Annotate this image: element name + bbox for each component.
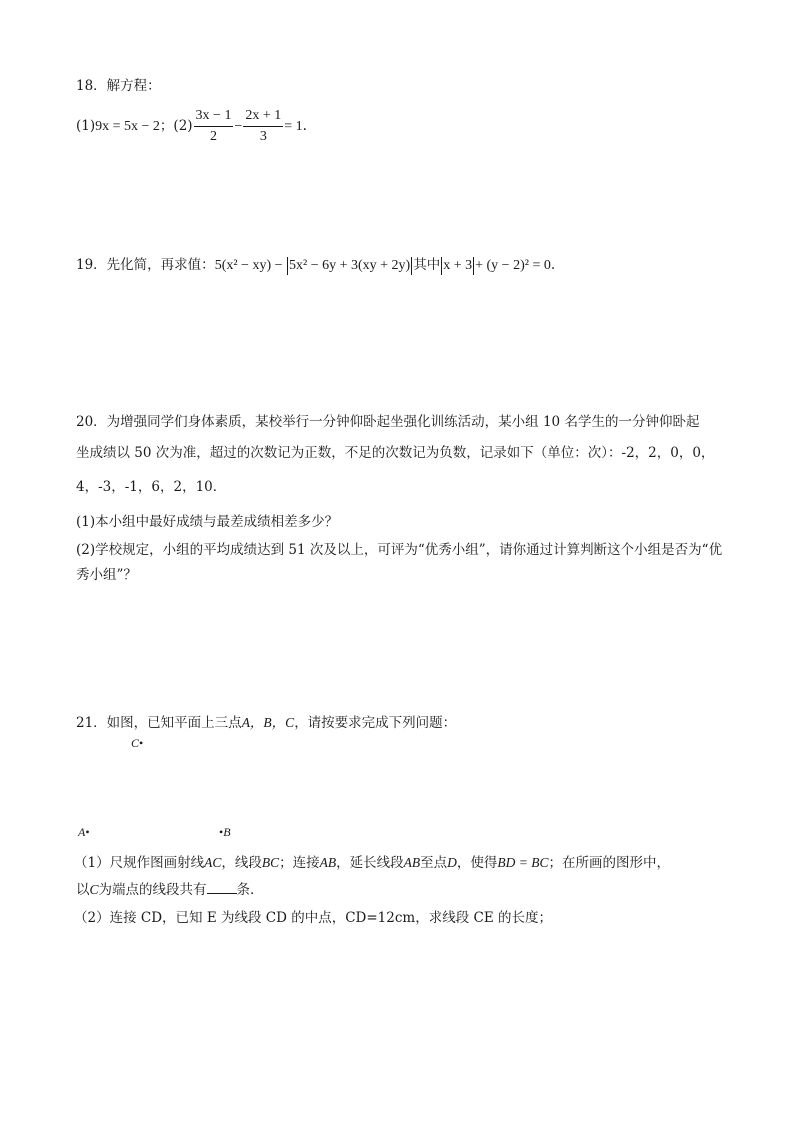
sub1-line2-b: 为端点的线段共有 [98, 882, 207, 898]
question-21-title [76, 711, 456, 731]
condition-label: 其中 [413, 257, 441, 273]
point-b-label: B [223, 825, 231, 839]
separator: ； [159, 118, 174, 134]
sub1-text-a: （1）尺规作图 [74, 855, 164, 871]
points-list: A，B，C [241, 715, 295, 730]
fraction-1 [194, 108, 234, 145]
expression-part-b: 5x² − 6y + 3(xy + 2y) [289, 258, 411, 273]
point-b [219, 825, 231, 840]
sub1-text-f: 至点 [420, 855, 448, 871]
fraction-2-denominator: 3 [259, 129, 267, 144]
fraction-1-numerator: 3x − 1 [194, 108, 234, 127]
sub1-line2-a: 以 [76, 882, 90, 898]
question-21-sub-1-line-1 [74, 851, 670, 871]
question-20-line-1: 20．为增强同学们身体素质，某校举行一分钟仰卧起坐强化训练活动，某小组 10 名学生的一分钟仰卧起 [76, 414, 700, 430]
question-20-line-3: 4，-3，-1，6，2，10． [76, 479, 227, 495]
equation-1: 9x = 5x − 2 [95, 119, 160, 134]
condition-abs: x + 3 [443, 258, 473, 273]
bd-equals-bc: BD = BC [497, 855, 549, 870]
sub1-text-c: ，线段 [221, 855, 262, 871]
question-18-title: 18．解方程： [76, 78, 161, 94]
ray-ac: AC [204, 855, 222, 870]
point-c [131, 736, 143, 751]
part-2-label: (2) [173, 118, 193, 134]
sub1-line2-c: 条． [236, 882, 264, 898]
sub1-text-b: 画射线 [163, 855, 205, 871]
sub1-text-e: ，延长线段 [336, 855, 404, 871]
point-a-dot: • [85, 825, 90, 839]
minus-sign: − [234, 119, 243, 134]
sub1-text-g: ，使得 [456, 855, 498, 871]
segment-ab: AB [319, 855, 337, 870]
fraction-2 [243, 108, 283, 145]
question-21-sub-1-line-2 [76, 878, 264, 898]
end-period: . [550, 257, 556, 273]
part-1-label: (1) [76, 118, 96, 134]
question-20-sub-2-line-1: (2)学校规定，小组的平均成绩达到 51 次及以上，可评为“优秀小组”，请你通过计算判断这个小组是否为“优 [76, 542, 723, 558]
abs-bar-right [473, 257, 474, 275]
question-20-sub-2-line-2: 秀小组”？ [76, 567, 137, 583]
equation-2-rhs: = 1． [284, 119, 317, 134]
fraction-2-numerator: 2x + 1 [243, 108, 283, 127]
point-d: D [447, 855, 457, 870]
question-19-prefix: 19．先化简，再求值： [76, 257, 215, 273]
condition-square: + (y − 2)² = 0 [475, 258, 551, 273]
question-20-sub-1: (1)本小组中最好成绩与最差成绩相差多少？ [76, 514, 339, 530]
segment-bc: BC [261, 855, 280, 870]
point-c-ref: C [89, 882, 99, 897]
answer-blank[interactable] [207, 883, 237, 894]
sub1-text-h: ；在所画的图形中， [548, 855, 670, 871]
fraction-1-denominator: 2 [210, 129, 217, 144]
segment-ab-extend: AB [403, 855, 421, 870]
point-b-dot: • [219, 825, 224, 839]
point-a-label: A [78, 825, 86, 839]
point-c-dot: • [139, 736, 144, 750]
point-a [78, 825, 90, 840]
question-21-title-text: 21．如图，已知平面上三点 [76, 715, 242, 731]
question-21-sub-2: （2）连接 CD，已知 E 为线段 CD 的中点，CD=12cm，求线段 CE 的长度； [74, 910, 552, 926]
sub1-text-d: ；连接 [279, 855, 320, 871]
point-c-label: C [131, 736, 140, 750]
expression-part-a: 5(x² − xy) − [214, 258, 286, 273]
question-19 [76, 253, 555, 275]
question-20-line-2: 坐成绩以 50 次为准，超过的次数记为正数，不足的次数记为负数，记录如下（单位：次）：-2，2，0，0， [76, 445, 715, 461]
question-18-equations [76, 108, 317, 145]
bracket-left [287, 257, 288, 275]
question-21-title-end: ，请按要求完成下列问题： [294, 715, 457, 731]
